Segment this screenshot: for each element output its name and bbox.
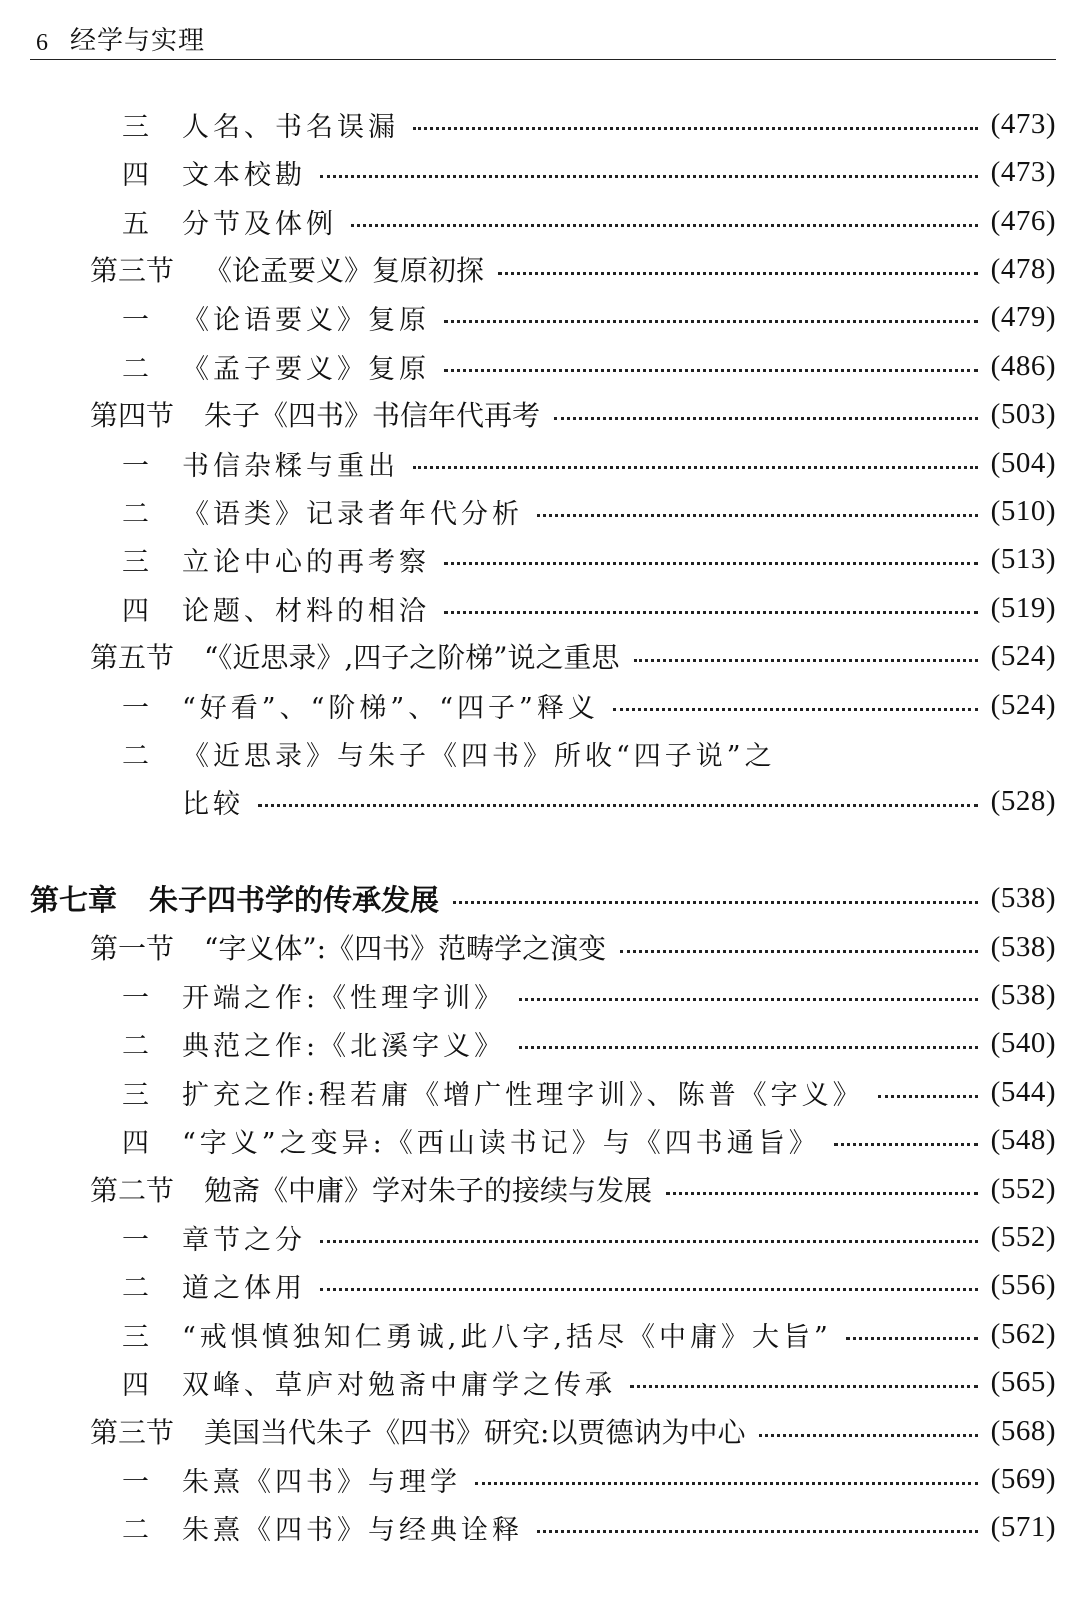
toc-entry-ordinal: 三 bbox=[122, 1321, 153, 1353]
toc-item-entry bbox=[0, 1310, 1080, 1358]
dot-leader bbox=[444, 320, 978, 323]
toc-entry-ordinal: 第二节 bbox=[90, 1174, 175, 1207]
toc-entry-heading bbox=[122, 589, 430, 628]
toc-entry-title: 朱熹《四书》与理学 bbox=[182, 1466, 461, 1498]
toc-entry-title: 论题、材料的相洽 bbox=[182, 595, 430, 627]
toc-entry-heading bbox=[122, 492, 523, 531]
toc-entry-title: 《孟子要义》复原 bbox=[182, 353, 430, 385]
toc-item-entry bbox=[0, 681, 1080, 729]
toc-section-entry bbox=[0, 632, 1080, 680]
toc-page-number: (552) bbox=[990, 1220, 1056, 1253]
toc-page-number: (510) bbox=[990, 494, 1056, 527]
toc-entry-title: 双峰、草庐对勉斋中庸学之传承 bbox=[182, 1369, 616, 1401]
toc-entry-ordinal: 三 bbox=[122, 546, 153, 578]
toc-page-number: (519) bbox=[990, 591, 1056, 624]
toc-entry-ordinal: 二 bbox=[122, 1514, 153, 1546]
toc-entry-title: 立论中心的再考察 bbox=[182, 546, 430, 578]
toc-item-entry bbox=[0, 439, 1080, 487]
toc-page-number: (565) bbox=[990, 1365, 1056, 1398]
dot-leader bbox=[413, 466, 978, 469]
toc-page-number: (504) bbox=[990, 446, 1056, 479]
toc-page-number: (473) bbox=[990, 107, 1056, 140]
dot-leader bbox=[846, 1337, 978, 1340]
dot-leader bbox=[320, 1288, 978, 1291]
toc-item-entry bbox=[0, 777, 1080, 825]
toc-entry-ordinal: 第三节 bbox=[90, 1416, 175, 1449]
toc-entry-ordinal: 二 bbox=[122, 740, 153, 772]
toc-entry-ordinal: 一 bbox=[122, 304, 153, 336]
dot-leader bbox=[413, 127, 978, 130]
toc-entry-heading bbox=[122, 298, 430, 337]
toc-entry-heading bbox=[90, 394, 540, 434]
dot-leader bbox=[444, 369, 978, 372]
toc-item-entry bbox=[0, 1116, 1080, 1164]
toc-entry-heading bbox=[122, 1073, 864, 1112]
toc-entry-ordinal: 第三节 bbox=[90, 254, 175, 287]
toc-entry-title: 分节及体例 bbox=[182, 208, 337, 240]
dot-leader bbox=[834, 1143, 978, 1146]
toc-entry-ordinal: 一 bbox=[122, 1466, 153, 1498]
toc-item-entry bbox=[0, 148, 1080, 196]
toc-item-entry bbox=[0, 1358, 1080, 1406]
toc-entry-title: 勉斋《中庸》学对朱子的接续与发展 bbox=[204, 1174, 653, 1207]
toc-entry-heading bbox=[122, 1218, 306, 1257]
dot-leader bbox=[630, 1385, 978, 1388]
dot-leader bbox=[620, 950, 978, 953]
toc-entry-ordinal: 第五节 bbox=[90, 641, 175, 674]
toc-page-number: (479) bbox=[990, 300, 1056, 333]
toc-entry-ordinal: 二 bbox=[122, 1030, 153, 1062]
toc-page-number: (556) bbox=[990, 1268, 1056, 1301]
toc-item-entry bbox=[0, 1213, 1080, 1261]
toc-entry-title: 道之体用 bbox=[182, 1272, 306, 1304]
dot-leader bbox=[537, 514, 978, 517]
toc-entry-title: 扩充之作:程若庸《增广性理字训》、陈普《字义》 bbox=[182, 1079, 864, 1111]
toc-entry-heading bbox=[122, 153, 306, 192]
toc-page-number: (524) bbox=[990, 688, 1056, 721]
toc-entry-ordinal: 四 bbox=[122, 595, 153, 627]
toc-section-entry bbox=[0, 245, 1080, 293]
toc-entry-heading bbox=[90, 249, 484, 289]
toc-entry-heading bbox=[122, 734, 776, 773]
toc-item-entry bbox=[0, 535, 1080, 583]
toc-section-entry bbox=[0, 1407, 1080, 1455]
toc-entry-title: “好看”、“阶梯”、“四子”释义 bbox=[182, 692, 599, 724]
toc-entry-heading bbox=[122, 202, 337, 241]
toc-entry-heading bbox=[90, 1169, 652, 1209]
toc-item-entry bbox=[0, 487, 1080, 535]
toc-page-number: (486) bbox=[990, 349, 1056, 382]
toc-entry-heading bbox=[122, 976, 505, 1015]
toc-entry-heading bbox=[90, 927, 606, 967]
toc-item-entry bbox=[0, 293, 1080, 341]
toc-page-number: (571) bbox=[990, 1510, 1056, 1543]
toc-page-number: (478) bbox=[990, 252, 1056, 285]
toc-entry-heading bbox=[122, 105, 399, 144]
toc-page-number: (552) bbox=[990, 1172, 1056, 1205]
toc-entry-heading bbox=[30, 878, 439, 919]
toc-page-number: (473) bbox=[990, 155, 1056, 188]
toc-entry-title: 开端之作:《性理字训》 bbox=[182, 982, 506, 1014]
dot-leader bbox=[537, 1530, 978, 1533]
page-number: 6 bbox=[36, 30, 48, 56]
toc-entry-title: 《论语要义》复原 bbox=[182, 304, 430, 336]
toc-item-entry bbox=[0, 729, 1080, 777]
toc-page-number: (540) bbox=[990, 1026, 1056, 1059]
dot-leader bbox=[320, 175, 978, 178]
toc-entry-heading bbox=[122, 444, 399, 483]
toc-entry-title: “《近思录》,四子之阶梯”说之重思 bbox=[204, 641, 620, 674]
toc-entry-title: 《语类》记录者年代分析 bbox=[182, 498, 523, 530]
toc-entry-title: 朱熹《四书》与经典诠释 bbox=[182, 1514, 523, 1546]
toc-entry-ordinal: 三 bbox=[122, 1079, 153, 1111]
dot-leader bbox=[634, 659, 978, 662]
toc-entry-ordinal: 五 bbox=[122, 208, 153, 240]
dot-leader bbox=[453, 901, 978, 904]
toc-item-entry bbox=[0, 1019, 1080, 1067]
toc-page-number: (548) bbox=[990, 1123, 1056, 1156]
toc-entry-heading bbox=[122, 540, 430, 579]
toc-entry-ordinal: 一 bbox=[122, 982, 153, 1014]
toc-entry-heading bbox=[122, 1024, 505, 1063]
toc-item-entry bbox=[0, 1261, 1080, 1309]
toc-entry-ordinal: 二 bbox=[122, 353, 153, 385]
toc-page-number: (544) bbox=[990, 1075, 1056, 1108]
toc-item-entry bbox=[0, 971, 1080, 1019]
toc-entry-ordinal: 第四节 bbox=[90, 399, 175, 432]
toc-entry-heading bbox=[122, 347, 430, 386]
toc-entry-title: 《近思录》与朱子《四书》所收“四子说”之 bbox=[182, 740, 776, 772]
toc-entry-heading bbox=[90, 636, 620, 676]
toc-entry-title: 人名、书名误漏 bbox=[182, 111, 399, 143]
dot-leader bbox=[498, 272, 978, 275]
toc-entry-ordinal: 二 bbox=[122, 498, 153, 530]
book-title: 经学与实理 bbox=[70, 26, 206, 56]
toc-entry-ordinal: 二 bbox=[122, 1272, 153, 1304]
toc-entry-heading bbox=[122, 1363, 616, 1402]
toc-item-entry bbox=[0, 584, 1080, 632]
dot-leader bbox=[519, 998, 978, 1001]
toc-entry-heading bbox=[122, 1266, 306, 1305]
dot-leader bbox=[554, 417, 978, 420]
toc-section-entry bbox=[0, 1165, 1080, 1213]
toc-entry-title: 朱子《四书》书信年代再考 bbox=[204, 399, 541, 432]
toc-item-entry bbox=[0, 100, 1080, 148]
toc-page-number: (569) bbox=[990, 1462, 1056, 1495]
toc-page-number: (568) bbox=[990, 1414, 1056, 1447]
dot-leader bbox=[444, 611, 978, 614]
toc-entry-title: 《论孟要义》复原初探 bbox=[204, 254, 485, 287]
toc-entry-heading bbox=[122, 1460, 461, 1499]
toc-entry-ordinal: 四 bbox=[122, 1369, 153, 1401]
toc-entry-title: “字义体”:《四书》范畴学之演变 bbox=[204, 932, 607, 965]
toc-entry-ordinal: 四 bbox=[122, 159, 153, 191]
toc-entry-heading bbox=[122, 686, 599, 725]
dot-leader bbox=[320, 1240, 978, 1243]
toc-item-entry bbox=[0, 1455, 1080, 1503]
toc-section-entry bbox=[0, 390, 1080, 438]
toc-item-entry bbox=[0, 342, 1080, 390]
toc-item-entry bbox=[0, 1503, 1080, 1551]
toc-item-entry bbox=[0, 197, 1080, 245]
toc-item-entry bbox=[0, 1068, 1080, 1116]
toc-entry-ordinal: 第一节 bbox=[90, 932, 175, 965]
toc-entry-title: 美国当代朱子《四书》研究:以贾德讷为中心 bbox=[204, 1416, 746, 1449]
toc-entry-ordinal: 一 bbox=[122, 1224, 153, 1256]
toc-entry-title: 朱子四书学的传承发展 bbox=[149, 882, 440, 917]
toc-entry-ordinal: 三 bbox=[122, 111, 153, 143]
toc-entry-heading bbox=[122, 1121, 820, 1160]
dot-leader bbox=[351, 224, 978, 227]
toc-entry-title: 典范之作:《北溪字义》 bbox=[182, 1030, 506, 1062]
toc-page-number: (513) bbox=[990, 542, 1056, 575]
dot-leader bbox=[475, 1482, 978, 1485]
toc-page-number: (538) bbox=[990, 881, 1056, 914]
toc-entry-ordinal: 一 bbox=[122, 692, 153, 724]
dot-leader bbox=[519, 1046, 978, 1049]
dot-leader bbox=[666, 1192, 978, 1195]
toc-entry-heading bbox=[122, 1508, 523, 1547]
toc-entry-heading bbox=[122, 1315, 832, 1354]
dot-leader bbox=[759, 1434, 978, 1437]
toc-page-number: (503) bbox=[990, 397, 1056, 430]
toc-entry-heading bbox=[182, 782, 244, 821]
dot-leader bbox=[878, 1095, 978, 1098]
toc-entry-title: “字义”之变异:《西山读书记》与《四书通旨》 bbox=[182, 1127, 820, 1159]
toc-entry-heading bbox=[90, 1411, 745, 1451]
toc-entry-title: 书信杂糅与重出 bbox=[182, 450, 399, 482]
toc-entry-title: “戒惧慎独知仁勇诚,此八字,括尽《中庸》大旨” bbox=[182, 1321, 832, 1353]
running-header bbox=[30, 22, 1056, 60]
toc-entry-title: 章节之分 bbox=[182, 1224, 306, 1256]
dot-leader bbox=[258, 804, 978, 807]
toc-page-number: (538) bbox=[990, 930, 1056, 963]
toc-entry-ordinal: 一 bbox=[122, 450, 153, 482]
toc-entry-ordinal: 四 bbox=[122, 1127, 153, 1159]
dot-leader bbox=[444, 562, 978, 565]
toc-page-number: (476) bbox=[990, 204, 1056, 237]
toc-page-number: (524) bbox=[990, 639, 1056, 672]
toc-page-number: (528) bbox=[990, 784, 1056, 817]
toc-section-entry bbox=[0, 923, 1080, 971]
toc-entry-title: 比较 bbox=[182, 788, 244, 820]
toc-entry-title: 文本校勘 bbox=[182, 159, 306, 191]
toc-entry-ordinal: 第七章 bbox=[30, 882, 118, 917]
dot-leader bbox=[613, 708, 978, 711]
toc-page-number: (562) bbox=[990, 1317, 1056, 1350]
toc-chapter-entry bbox=[0, 874, 1080, 922]
toc-page-number: (538) bbox=[990, 978, 1056, 1011]
